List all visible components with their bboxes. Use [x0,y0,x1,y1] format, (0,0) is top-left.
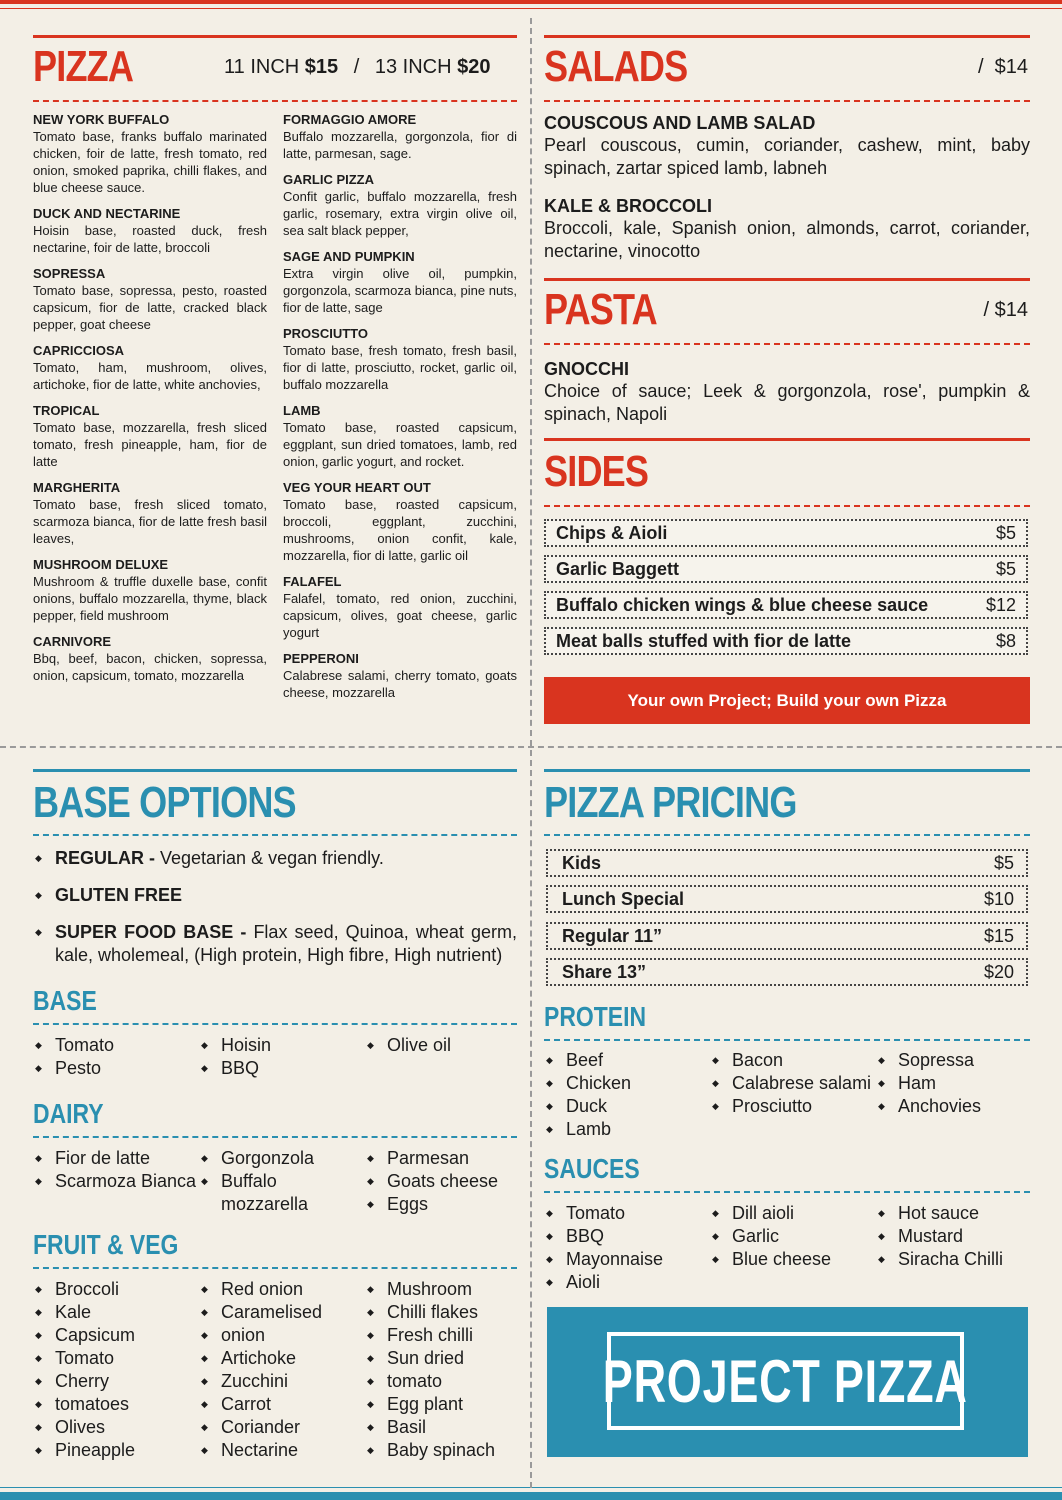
pasta-dash-rule [544,343,1030,345]
pizza-item [33,403,267,470]
salad-desc: Broccoli, kale, Spanish onion, almonds, carrot, coriander, nectarine, vinocotto [544,218,1030,261]
build-your-own-button[interactable]: Your own Project; Build your own Pizza [544,677,1030,724]
fruit-veg-item: ◆ Basil [365,1416,531,1439]
pizza-item [33,112,267,196]
pricing-dash-rule [544,834,1030,836]
pizza-name: CARNIVORE [33,634,112,649]
pizza-name: FALAFEL [283,574,342,589]
sauce-column [876,1202,1042,1294]
side-name: Chips & Aioli [556,522,668,543]
base-column [199,1034,365,1080]
base-options-list [33,847,517,981]
protein-list [544,1049,1042,1141]
pizza-desc: Tomato base, roasted capsicum, broccoli, eggplant, zucchini, mushrooms, onion confit, kale, mozzarella, fior di latte, garlic oil [283,497,517,563]
pizza-name: FORMAGGIO AMORE [283,112,417,127]
base-column [33,1034,199,1080]
dairy-dash-rule [33,1136,517,1138]
pizza-name: TROPICAL [33,403,100,418]
dairy-item: ◆ Eggs [365,1193,531,1216]
fruit-veg-item: ◆ Carrot [199,1393,365,1416]
fruit-veg-item: ◆ Capsicum [33,1324,199,1347]
pizza-desc: Bbq, beef, bacon, chicken, sopressa, onion, capsicum, tomato, mozzarella [33,651,267,683]
base-item: ◆ Hoisin [199,1034,365,1057]
top-border-thin [0,8,1062,9]
fruit-veg-item: ◆ Pineapple [33,1439,199,1462]
pricing-title: PIZZA PRICING [544,778,797,827]
side-price: $12 [985,594,1016,615]
pizza-name: VEG YOUR HEART OUT [283,480,431,495]
base-item: ◆ Tomato [33,1034,199,1057]
sauces-title: SAUCES [544,1153,640,1184]
pricing-top-rule [544,769,1030,772]
sauce-item: ◆ Mayonnaise [544,1248,710,1271]
protein-item: ◆ Sopressa [876,1049,1042,1072]
sauce-item: ◆ Hot sauce [876,1202,1042,1225]
pizza-list-left [33,112,267,694]
pizza-name: LAMB [283,403,321,418]
dairy-item: ◆ Goats cheese [365,1170,531,1193]
salads-price: / $14 [977,56,1028,78]
pizza-desc: Calabrese salami, cherry tomato, goats cheese, mozzarella [283,668,517,700]
pizza-top-rule [33,35,517,38]
fruit-veg-item: ◆ Tomato [33,1347,199,1370]
fruit-veg-item: ◆ Sun dried [365,1347,531,1370]
base-option-item [33,847,517,870]
pizza-desc: Tomato base, franks buffalo marinated chicken, foir de latte, fresh tomato, red onion, smoked paprika, chilli flakes, and blue cheese sauce. [33,129,267,195]
sauce-item: ◆ Aioli [544,1271,710,1294]
protein-item: ◆ Beef [544,1049,710,1072]
sauces-dash-rule [544,1191,1030,1193]
base-option-name: REGULAR [55,848,144,868]
pizza-item [33,634,267,684]
base-option-desc: Vegetarian & vegan friendly. [160,848,384,868]
pasta-desc: Choice of sauce; Leek & gorgonzola, rose', pumpkin & spinach, Napoli [544,381,1030,424]
sauce-column [710,1202,876,1294]
logo-frame [603,1332,968,1430]
pricing-name: Lunch Special [562,888,685,909]
pizza-name: PROSCIUTTO [283,326,368,341]
sauces-list [544,1202,1042,1294]
pizza-desc: Hoisin base, roasted duck, fresh nectarine, foir de latte, broccoli [33,223,267,255]
pizza-desc: Tomato base, roasted capsicum, eggplant, sun dried tomatoes, lamb, red onion, garlic yogurt, and rocket. [283,420,517,469]
base-options-top-rule [33,769,517,772]
protein-item: ◆ Lamb [544,1118,710,1141]
pizza-title: PIZZA [33,42,134,91]
pizza-size-large: 13 INCH [374,56,452,78]
side-name: Garlic Baggett [556,558,680,579]
fruit-veg-item: ◆ Artichoke [199,1347,365,1370]
pricing-name: Regular 11” [562,925,663,946]
fruit-veg-item: ◆ Olives [33,1416,199,1439]
base-title: BASE [33,985,97,1016]
base-dash-rule [33,1023,517,1025]
pizza-name: MARGHERITA [33,480,121,495]
pricing-price: $10 [983,888,1014,909]
protein-dash-rule [544,1039,1030,1041]
fruit-veg-item: ◆ Red onion [199,1278,365,1301]
base-list [33,1034,531,1080]
base-option-item [33,921,517,967]
pizza-name: PEPPERONI [283,651,359,666]
pizza-item [283,326,517,393]
fruit-veg-item: ◆ tomato [365,1370,531,1393]
side-name: Meat balls stuffed with fior de latte [556,630,852,651]
fruit-veg-item: ◆ Cherry [33,1370,199,1393]
pizza-item [283,249,517,316]
sauce-item: ◆ Dill aioli [710,1202,876,1225]
fruit-veg-item: ◆ Zucchini [199,1370,365,1393]
bottom-border [0,1492,1062,1500]
pricing-item [546,885,1028,913]
pizza-size-small: 11 INCH [224,56,300,78]
base-options-title: BASE OPTIONS [33,778,296,827]
protein-item: ◆ Calabrese salami [710,1072,876,1095]
fruit-veg-item: ◆ Coriander [199,1416,365,1439]
sauce-item: ◆ BBQ [544,1225,710,1248]
pizza-item [283,651,517,701]
fruit-veg-item: ◆ Egg plant [365,1393,531,1416]
pricing-name: Share 13” [562,961,647,982]
pizza-desc: Buffalo mozzarella, gorgonzola, fior di latte, parmesan, sage. [283,129,517,161]
pricing-price: $20 [983,961,1014,982]
fruit-veg-item: ◆ Broccoli [33,1278,199,1301]
sauce-item: ◆ Tomato [544,1202,710,1225]
base-item: ◆ Pesto [33,1057,199,1080]
pizza-item [33,206,267,256]
dairy-item: ◆ Gorgonzola [199,1147,365,1170]
pricing-price: $5 [993,852,1014,873]
pizza-item [283,480,517,564]
salad-item [544,112,1030,180]
pizza-item [33,557,267,624]
pricing-item [546,958,1028,986]
pricing-name: Kids [562,852,602,873]
pizza-item [33,343,267,393]
protein-column [544,1049,710,1141]
fruit-veg-item: ◆ onion [199,1324,365,1347]
pizza-item [283,403,517,470]
fruit-veg-column [199,1278,365,1462]
pizza-desc: Tomato base, sopressa, pesto, roasted capsicum, fior de latte, cracked black pepper, goat cheese [33,283,267,332]
protein-item: ◆ Prosciutto [710,1095,876,1118]
salad-name: COUSCOUS AND LAMB SALAD [544,113,816,133]
fruit-veg-item: ◆ Baby spinach [365,1439,531,1462]
pizza-price-small: $15 [304,56,339,78]
fruit-veg-item: ◆ Kale [33,1301,199,1324]
side-name: Buffalo chicken wings & blue cheese sauce [556,594,929,615]
pizza-desc: Tomato base, fresh tomato, fresh basil, fior di latte, prosciutto, rocket, garlic oil, buffalo mozzarella [283,343,517,392]
pizza-dash-rule [33,100,517,102]
fruit-veg-list [33,1278,531,1462]
base-options-dash-rule [33,834,517,836]
pizza-price-large: $20 [457,56,491,78]
protein-item: ◆ Ham [876,1072,1042,1095]
protein-item: ◆ Anchovies [876,1095,1042,1118]
pizza-name: CAPRICCIOSA [33,343,125,358]
fruit-veg-item: ◆ Nectarine [199,1439,365,1462]
base-column [365,1034,531,1080]
pasta-title: PASTA [544,285,657,334]
pasta-top-rule [544,278,1030,281]
pizza-size-separator: / [353,56,360,78]
pizza-item [33,266,267,333]
salad-item [544,195,1030,263]
pizza-desc: Extra virgin olive oil, pumpkin, gorgonzola, scarmoza bianca, pine nuts, fior de latte, sage [283,266,517,315]
protein-item: ◆ Bacon [710,1049,876,1072]
sides-dash-rule [544,505,1030,507]
side-item [544,519,1028,547]
salads-dash-rule [544,100,1030,102]
base-option-item [33,884,517,907]
dairy-title: DAIRY [33,1098,104,1129]
fruit-veg-item: ◆ Mushroom [365,1278,531,1301]
pizza-item [283,574,517,641]
sauce-item: ◆ Mustard [876,1225,1042,1248]
base-option-desc: Flax seed, Quinoa, wheat germ, kale, wholemeal, (High protein, High fibre, High nutrient) [55,922,517,965]
pizza-item [283,112,517,162]
side-item [544,627,1028,655]
protein-item: ◆ Duck [544,1095,710,1118]
pizza-name: NEW YORK BUFFALO [33,112,170,127]
base-item: ◆ Olive oil [365,1034,531,1057]
pricing-item [546,922,1028,950]
sauce-item: ◆ Siracha Chilli [876,1248,1042,1271]
dairy-column [365,1147,531,1216]
pizza-desc: Tomato base, mozzarella, fresh sliced tomato, fresh pineapple, ham, fior de latte [33,420,267,469]
pricing-item [546,849,1028,877]
fruit-veg-item: ◆ Fresh chilli [365,1324,531,1347]
pizza-desc: Tomato base, fresh sliced tomato, scarmoza bianca, fior de latte fresh basil leaves, [33,497,267,546]
base-option-name: SUPER FOOD BASE [55,922,234,942]
dairy-column [33,1147,199,1216]
pizza-name: DUCK AND NECTARINE [33,206,181,221]
dairy-column [199,1147,365,1216]
pasta-item [544,358,1030,426]
salad-desc: Pearl couscous, cumin, coriander, cashew, mint, baby spinach, zartar spiced lamb, labneh [544,135,1030,178]
pizza-desc: Tomato, ham, mushroom, olives, artichoke, fior de latte, white anchovies, [33,360,267,392]
dairy-item: ◆ Parmesan [365,1147,531,1170]
protein-title: PROTEIN [544,1001,647,1032]
pizza-desc: Falafel, tomato, red onion, zucchini, capsicum, olives, goat cheese, garlic yogurt [283,591,517,640]
vertical-fold-line [530,18,532,1488]
side-price: $8 [995,630,1016,651]
pizza-size-prices [224,56,520,79]
fruit-veg-item: ◆ Caramelised [199,1301,365,1324]
pizza-desc: Mushroom & truffle duxelle base, confit onions, buffalo mozzarella, thyme, black pepper, field mushroom [33,574,267,623]
pasta-name: GNOCCHI [544,359,629,379]
fruit-veg-column [33,1278,199,1462]
sauce-item: ◆ Garlic [710,1225,876,1248]
dairy-list [33,1147,531,1216]
pasta-price: / $14 [983,299,1028,321]
sauce-item: ◆ Blue cheese [710,1248,876,1271]
salads-top-rule [544,35,1030,38]
pizza-list-right [283,112,517,711]
protein-column [876,1049,1042,1141]
top-border [0,0,1062,4]
salad-name: KALE & BROCCOLI [544,196,712,216]
pizza-item [33,480,267,547]
pizza-name: SAGE AND PUMPKIN [283,249,415,264]
fruit-veg-title: FRUIT & VEG [33,1229,179,1260]
logo-text: PROJECT PIZZA [603,1347,968,1415]
pizza-name: GARLIC PIZZA [283,172,374,187]
side-item [544,591,1028,619]
side-item [544,555,1028,583]
side-price: $5 [995,522,1016,543]
dairy-item: ◆ Scarmoza Bianca [33,1170,199,1193]
dairy-item: ◆ Fior de latte [33,1147,199,1170]
fruit-veg-dash-rule [33,1267,517,1269]
side-price: $5 [995,558,1016,579]
sides-top-rule [544,438,1030,441]
pizza-item [283,172,517,239]
pizza-name: SOPRESSA [33,266,106,281]
project-pizza-logo [547,1307,1028,1457]
dairy-item: ◆ Buffalo mozzarella [199,1170,365,1216]
base-option-name: GLUTEN FREE [55,885,183,905]
pizza-desc: Confit garlic, buffalo mozzarella, fresh garlic, rosemary, extra virgin olive oil, sea salt black pepper, [283,189,517,238]
sides-title: SIDES [544,447,649,496]
base-option-sep: - [144,848,160,868]
base-option-sep: - [233,922,254,942]
fruit-veg-item: ◆ Chilli flakes [365,1301,531,1324]
pricing-price: $15 [983,925,1014,946]
fruit-veg-column [365,1278,531,1462]
pizza-name: MUSHROOM DELUXE [33,557,169,572]
protein-item: ◆ Chicken [544,1072,710,1095]
salads-title: SALADS [544,42,688,91]
base-item: ◆ BBQ [199,1057,365,1080]
protein-column [710,1049,876,1141]
sauce-column [544,1202,710,1294]
fruit-veg-item: ◆ tomatoes [33,1393,199,1416]
